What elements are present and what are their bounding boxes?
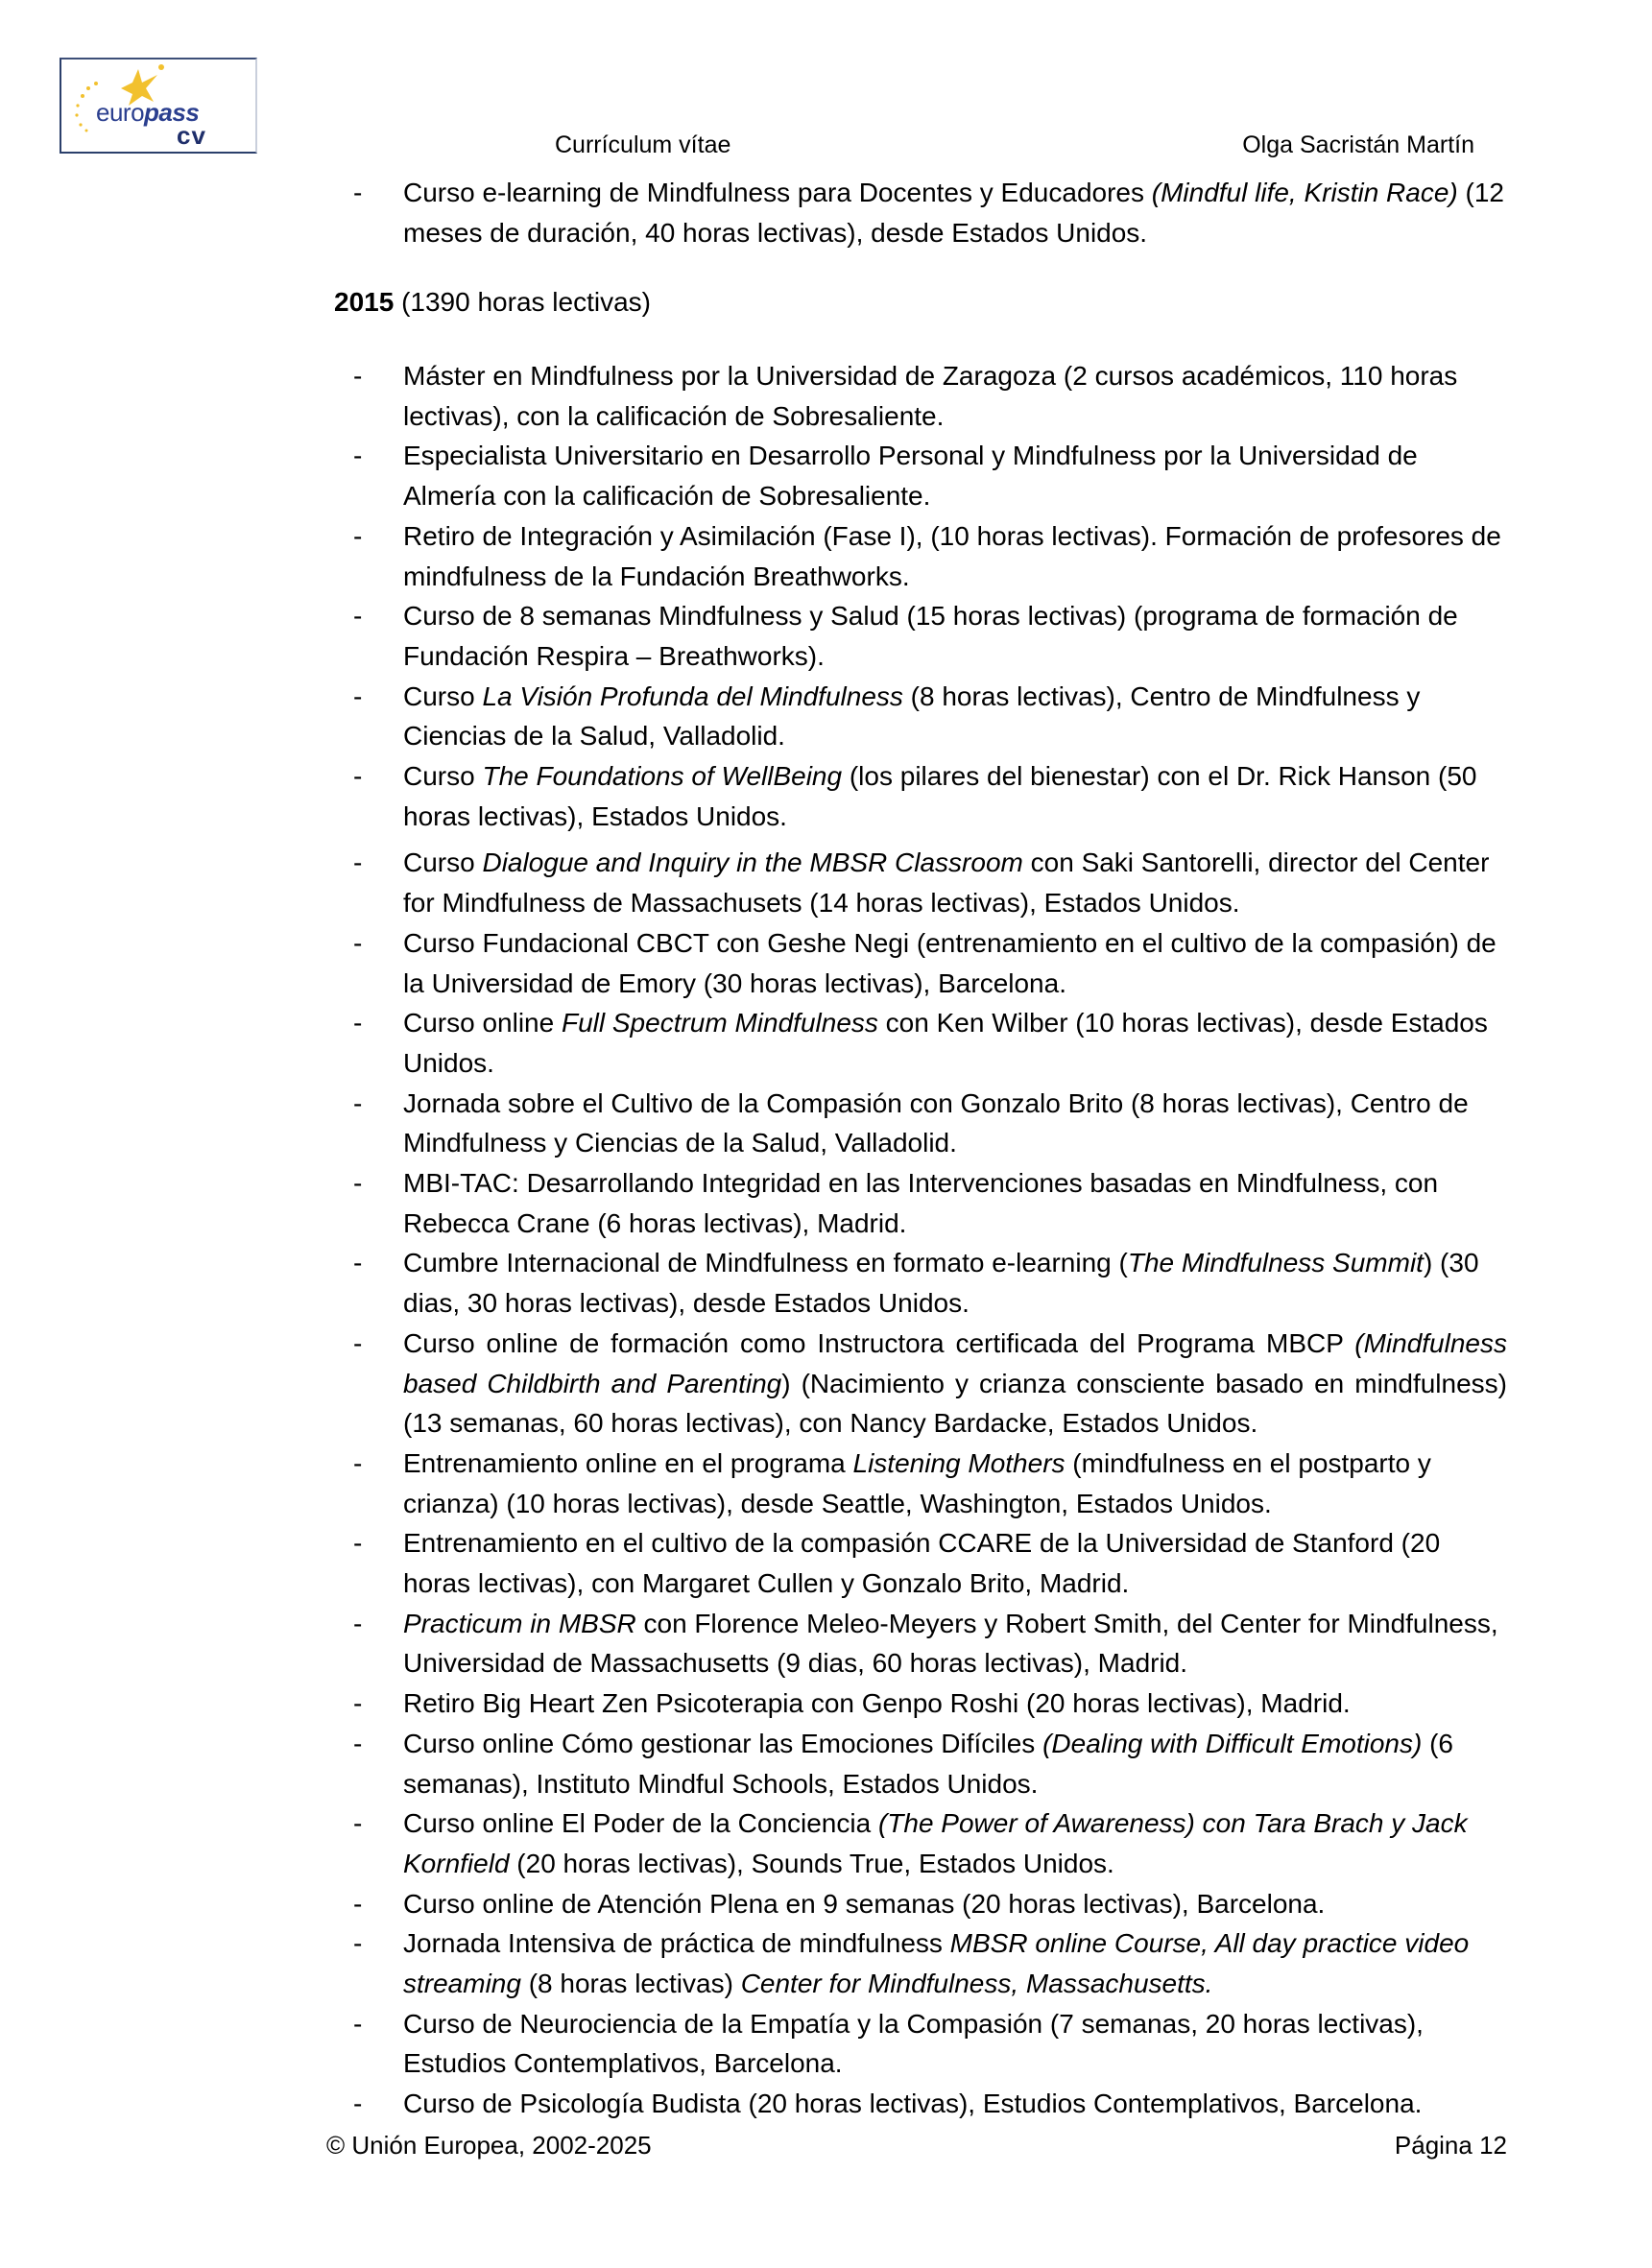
list-item-text bbox=[403, 2004, 1507, 2084]
list-item-text bbox=[403, 843, 1507, 922]
bullet-dash: - bbox=[353, 1728, 363, 1758]
text-run: Curso online El Poder de la Conciencia bbox=[403, 1808, 878, 1839]
bullet-dash: - bbox=[353, 520, 363, 551]
bullet-dash: - bbox=[353, 1168, 363, 1198]
bullet-dash: - bbox=[353, 927, 363, 958]
list-item-text bbox=[403, 516, 1507, 596]
text-run: con Ken Wilber (10 horas lectivas), desde Estados Unidos. bbox=[403, 1008, 1488, 1078]
text-run: Retiro de Integración y Asimilación (Fase I), (10 horas lectivas). Formación de profesores de mindfulness de la Fundación Breathworks. bbox=[403, 520, 1501, 591]
list-item-text bbox=[403, 756, 1507, 836]
text-run: (8 horas lectivas), Centro de Mindfulness y Ciencias de la Salud, Valladolid. bbox=[403, 680, 1421, 752]
section-heading-2015 bbox=[334, 282, 651, 322]
text-run: Jornada Intensiva de práctica de mindfulness bbox=[403, 1928, 950, 1959]
italic-title-text: The Foundations of WellBeing bbox=[482, 761, 843, 791]
list-item-text bbox=[403, 173, 1507, 252]
bullet-dash: - bbox=[353, 848, 363, 878]
text-run: Entrenamiento online en el programa bbox=[403, 1447, 853, 1478]
list-item-text bbox=[403, 2084, 1507, 2124]
text-run: Curso de 8 semanas Mindfulness y Salud (15 horas lectivas) (programa de formación de Fundación Respira – Breathworks). bbox=[403, 601, 1458, 671]
italic-title-text: The Mindfulness Summit bbox=[1127, 1248, 1424, 1278]
text-run: Cumbre Internacional de Mindfulness en formato e-learning ( bbox=[403, 1248, 1128, 1278]
text-run: Máster en Mindfulness por la Universidad de Zaragoza (2 cursos académicos, 110 horas lectivas), con la calificación de Sobresaliente. bbox=[403, 361, 1458, 431]
bullet-dash: - bbox=[353, 361, 363, 391]
list-item-text bbox=[403, 677, 1507, 756]
text-run: con Saki Santorelli, director del Center for Mindfulness de Massachusets (14 horas lectivas), Estados Unidos. bbox=[403, 848, 1490, 919]
bullet-dash: - bbox=[353, 1327, 363, 1358]
text-run: Curso bbox=[403, 680, 483, 711]
document-title: Currículum vítae bbox=[555, 131, 731, 158]
list-item-text bbox=[403, 356, 1507, 436]
text-run: Jornada sobre el Cultivo de la Compasión con Gonzalo Brito (8 horas lectivas), Centro de Mindfulness y Ciencias de la Salud, Valladolid. bbox=[403, 1087, 1469, 1158]
text-run: (20 horas lectivas), Sounds True, Estados Unidos. bbox=[509, 1848, 1114, 1878]
list-item-text bbox=[403, 596, 1507, 676]
text-run: MBI-TAC: Desarrollando Integridad en las Intervenciones basadas en Mindfulness, con Rebecca Crane (6 horas lectivas), Madrid. bbox=[403, 1168, 1439, 1238]
text-run: (mindfulness en el postparto y crianza) (10 horas lectivas), desde Seattle, Washington, Estados Unidos. bbox=[403, 1447, 1431, 1518]
text-run: (6 semanas), Instituto Mindful Schools, Estados Unidos. bbox=[403, 1728, 1454, 1799]
text-run: Curso online bbox=[403, 1008, 562, 1039]
bullet-dash: - bbox=[353, 1447, 363, 1478]
bullet-dash: - bbox=[353, 2089, 363, 2119]
text-run: (12 meses de duración, 40 horas lectivas), desde Estados Unidos. bbox=[403, 178, 1504, 248]
bullet-dash: - bbox=[353, 1888, 363, 1919]
bullet-dash: - bbox=[353, 1528, 363, 1559]
footer-copyright: © Unión Europea, 2002-2025 bbox=[326, 2131, 652, 2160]
list-item-text bbox=[403, 1923, 1507, 2003]
list-item-text bbox=[403, 1444, 1507, 1523]
italic-title-text: Center for Mindfulness, Massachusetts. bbox=[740, 1969, 1213, 1998]
text-run: Curso online de formación como Instructora certificada del Programa MBCP bbox=[403, 1327, 1355, 1358]
italic-title-text: Listening Mothers bbox=[852, 1447, 1065, 1478]
list-item-text bbox=[403, 1683, 1507, 1724]
logo-pass-text: pass bbox=[144, 98, 200, 127]
footer-page-number: Página 12 bbox=[1394, 2131, 1507, 2160]
text-run: Retiro Big Heart Zen Psicoterapia con Genpo Roshi (20 horas lectivas), Madrid. bbox=[403, 1688, 1351, 1719]
bullet-dash: - bbox=[353, 441, 363, 471]
text-run: con Florence Meleo-Meyers y Robert Smith, del Center for Mindfulness, Universidad de Massachusetts (9 dias, 60 horas lectivas), Madrid. bbox=[403, 1608, 1498, 1679]
author-name: Olga Sacristán Martín bbox=[1242, 131, 1474, 158]
italic-title-text: La Visión Profunda del Mindfulness bbox=[482, 680, 903, 711]
list-item-text bbox=[403, 1884, 1507, 1924]
italic-title-text: (Dealing with Difficult Emotions) bbox=[1042, 1728, 1423, 1758]
bullet-dash: - bbox=[353, 1928, 363, 1959]
list-item-text bbox=[403, 1604, 1507, 1683]
italic-title-text: MBSR online Course, All day practice video streaming bbox=[403, 1928, 1470, 1998]
text-run: (los pilares del bienestar) con el Dr. Rick Hanson (50 horas lectivas), Estados Unidos. bbox=[403, 761, 1477, 831]
bullet-dash: - bbox=[353, 2008, 363, 2039]
text-run: Especialista Universitario en Desarrollo Personal y Mindfulness por la Universidad de Almería con la calificación de Sobresaliente. bbox=[403, 441, 1418, 512]
bullet-dash: - bbox=[353, 601, 363, 632]
logo-euro-text: euro bbox=[96, 98, 145, 127]
list-item-text bbox=[403, 1003, 1507, 1083]
bullet-dash: - bbox=[353, 761, 363, 791]
text-run: Entrenamiento en el cultivo de la compasión CCARE de la Universidad de Stanford (20 horas lectivas), con Margaret Cullen y Gonzalo Brito, Madrid. bbox=[403, 1528, 1441, 1598]
text-run: Curso bbox=[403, 761, 483, 791]
text-run: (8 horas lectivas) bbox=[520, 1969, 741, 1998]
section-summary: (1390 horas lectivas) bbox=[401, 287, 651, 317]
text-run: Curso online de Atención Plena en 9 semanas (20 horas lectivas), Barcelona. bbox=[403, 1888, 1326, 1919]
logo-cv-text: cv bbox=[177, 121, 206, 150]
list-item-text bbox=[403, 1163, 1507, 1243]
bullet-dash: - bbox=[353, 178, 363, 207]
bullet-dash: - bbox=[353, 1808, 363, 1839]
europass-cv-logo bbox=[60, 58, 257, 154]
text-run: Curso bbox=[403, 848, 483, 878]
bullet-dash: - bbox=[353, 1608, 363, 1638]
text-run: Curso Fundacional CBCT con Geshe Negi (entrenamiento en el cultivo de la compasión) de la Universidad de Emory (30 horas lectivas), Barcelona. bbox=[403, 927, 1496, 998]
bullet-dash: - bbox=[353, 1248, 363, 1278]
list-item-text bbox=[403, 1243, 1507, 1323]
list-item-text bbox=[403, 1803, 1507, 1883]
list-item-text bbox=[403, 923, 1507, 1003]
italic-title-text: (Mindfulness based Childbirth and Parenting bbox=[403, 1327, 1507, 1398]
text-run: Curso online Cómo gestionar las Emociones Difíciles bbox=[403, 1728, 1043, 1758]
text-run: Curso e-learning de Mindfulness para Docentes y Educadores bbox=[403, 178, 1152, 207]
bullet-dash: - bbox=[353, 1087, 363, 1118]
list-item-text bbox=[403, 1324, 1507, 1444]
text-run: ) (30 dias, 30 horas lectivas), desde Estados Unidos. bbox=[403, 1248, 1479, 1319]
bullet-dash: - bbox=[353, 1688, 363, 1719]
italic-title-text: (Mindful life, Kristin Race) bbox=[1151, 178, 1458, 207]
italic-title-text: Practicum in MBSR bbox=[403, 1608, 636, 1638]
bullet-dash: - bbox=[353, 1008, 363, 1039]
list-item-text bbox=[403, 1084, 1507, 1163]
italic-title-text: Dialogue and Inquiry in the MBSR Classroom bbox=[482, 848, 1023, 878]
text-run: Curso de Psicología Budista (20 horas lectivas), Estudios Contemplativos, Barcelona. bbox=[403, 2089, 1423, 2119]
text-run: Curso de Neurociencia de la Empatía y la Compasión (7 semanas, 20 horas lectivas), Estudios Contemplativos, Barcelona. bbox=[403, 2008, 1424, 2079]
text-run: ) (Nacimiento y crianza consciente basado en mindfulness) (13 semanas, 60 horas lectivas), con Nancy Bardacke, Estados Unidos. bbox=[403, 1368, 1507, 1439]
list-item-text bbox=[403, 436, 1507, 515]
list-item-text bbox=[403, 1523, 1507, 1603]
bullet-dash: - bbox=[353, 680, 363, 711]
italic-title-text: (The Power of Awareness) con Tara Brach y Jack Kornfield bbox=[403, 1808, 1468, 1878]
list-item-text bbox=[403, 1724, 1507, 1803]
italic-title-text: Full Spectrum Mindfulness bbox=[561, 1008, 878, 1039]
section-year: 2015 bbox=[334, 287, 395, 317]
